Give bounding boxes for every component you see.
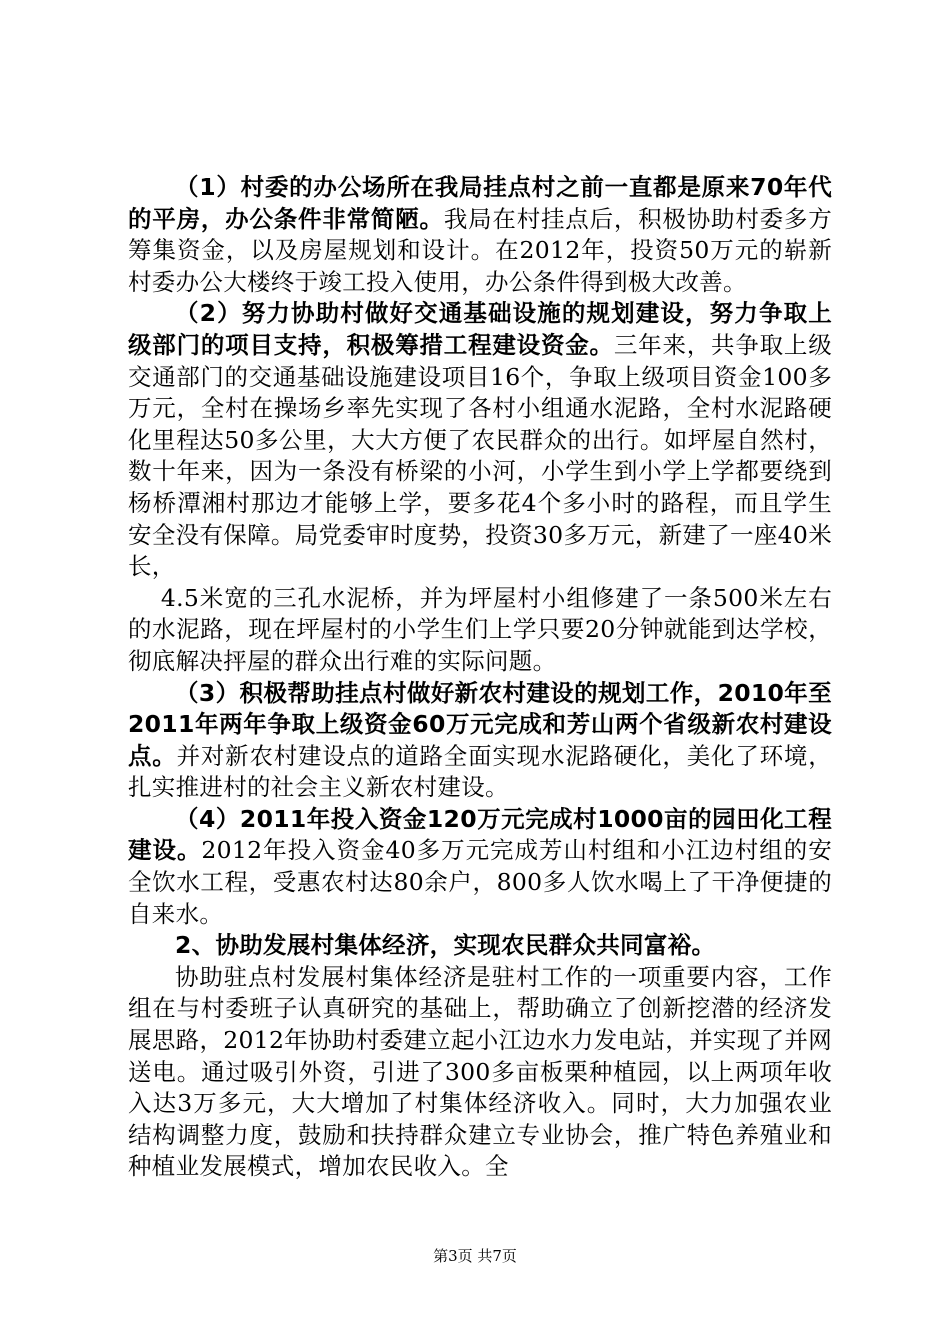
section-heading-collective-economy: 2、协助发展村集体经济，实现农民群众共同富裕。 xyxy=(175,931,716,960)
paragraph-lead: （3）积极帮助挂点村做好新农村建设的规划工作，2010年至2011年两年争取上级资金60万元完成和芳山两个省级新农村建设点。 xyxy=(128,678,832,770)
document-body xyxy=(128,172,832,1183)
paragraph-bridge xyxy=(128,583,832,678)
paragraph-lead: （1）村委的办公场所在我局挂点村之前一直都是原来70年代的平房，办公条件非常简陋。 xyxy=(128,173,832,233)
paragraph-text: 协助驻点村发展村集体经济是驻村工作的一项重要内容，工作组在与村委班子认真研究的基础上，帮助确立了创新挖潜的经济发展思路，2012年协助村委建立起小江边水力发电站，并实现了并网送电。通过吸引外资，引进了300多亩板栗种植园，以上两项年收入达3万多元，大大增加了村集体经济收入。同时，大力加强农业结构调整力度，鼓励和扶持群众建立专业协会，推广特色养殖业和种植业发展模式，增加农民收入。全 xyxy=(128,962,832,1181)
paragraph-text: 4.5米宽的三孔水泥桥，并为坪屋村小组修建了一条500米左右的水泥路，现在坪屋村的小学生们上学只要20分钟就能到达学校，彻底解决抨屋的群众出行难的实际问题。 xyxy=(128,583,832,675)
paragraph-office-building xyxy=(128,172,832,298)
paragraph-new-countryside xyxy=(128,678,832,804)
paragraph-lead: （2）努力协助村做好交通基础设施的规划建设，努力争取上级部门的项目支持，积极筹措工程建设资金。 xyxy=(128,299,832,359)
paragraph-text: 三年来，共争取上级交通部门的交通基础设施建设项目16个，争取上级项目资金100多万元，全村在操场乡率先实现了各村小组通水泥路，全村水泥路硬化里程达50多公里，大大方便了农民群众的出行。如坪屋自然村，数十年来，因为一条没有桥梁的小河，小学生到小学上学都要绕到杨桥潭湘村那边才能够上学，要多花4个多小时的路程，而且学生安全没有保障。局党委审时度势，投资30多万元，新建了一座40米长， xyxy=(128,330,833,581)
paragraph-collective-economy xyxy=(128,962,832,1183)
paragraph-transport xyxy=(128,298,832,582)
page-footer: 第3页 共7页 xyxy=(433,1247,517,1265)
paragraph-text: 2012年投入资金40多万元完成芳山村组和小江边村组的安全饮水工程，受惠农村达80余户，800多人饮水喝上了干净便捷的自来水。 xyxy=(128,836,832,928)
paragraph-farmland xyxy=(128,804,832,930)
paragraph-lead: （4）2011年投入资金120万元完成村1000亩的园田化工程建设。 xyxy=(128,804,832,865)
paragraph-text: 并对新农村建设点的道路全面实现水泥路硬化，美化了环境，扎实推进村的社会主义新农村建设。 xyxy=(128,741,832,802)
paragraph-text: 我局在村挂点后，积极协助村委多方筹集资金，以及房屋规划和设计。在2012年，投资50万元的崭新村委办公大楼终于竣工投入使用，办公条件得到极大改善。 xyxy=(128,204,832,296)
